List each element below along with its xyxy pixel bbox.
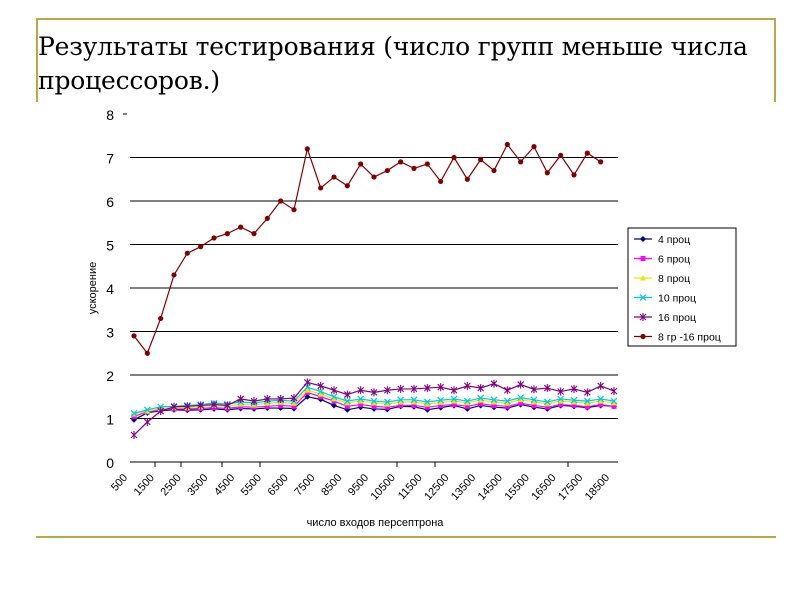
series-5-point-4 [185,251,190,256]
y-tick-label-4: 4 [106,281,114,297]
series-5-point-26 [478,157,483,162]
x-tick-label-18500: 18500 [582,471,613,503]
series-4-point-16 [344,391,350,399]
series-5-point-24 [451,155,456,160]
y-tick-label-6: 6 [106,194,114,210]
series-5 [131,142,603,356]
legend-label-3: 10 проц [658,292,696,305]
series-5-point-10 [265,216,270,221]
series-4-point-28 [504,386,510,394]
legend-label-4: 16 проц [658,312,696,324]
x-tick-label-14500: 14500 [475,471,506,503]
series-5-point-21 [411,166,416,171]
x-axis-title: число входов персептрона [306,517,444,529]
series-5-point-27 [491,168,496,173]
x-tick-label-6500: 6500 [265,471,291,499]
y-tick-label-8: 8 [106,107,114,123]
series-5-point-34 [585,151,590,156]
series-5-point-15 [331,174,336,179]
series-5-point-30 [531,144,536,149]
legend-label-1: 6 проц [658,253,691,266]
y-tick-label-1: 1 [106,411,114,428]
x-tick-label-7500: 7500 [292,471,318,499]
series-5-point-1 [145,351,150,356]
series-5-point-0 [131,333,136,338]
y-tick-label-0: 0 [106,455,114,471]
x-tick-label-2500: 2500 [158,471,184,499]
y-tick-label-2: 2 [106,368,114,384]
y-tick-label-5: 5 [106,237,114,254]
series-5-point-16 [345,183,350,188]
x-tick-label-17500: 17500 [556,471,586,503]
series-4-point-36 [611,387,617,395]
series-5-point-23 [438,179,443,184]
series-4-point-35 [598,382,604,390]
x-tick-label-1500: 1500 [131,471,158,499]
x-tick-label-4500: 4500 [212,471,238,499]
x-tick-label-3500: 3500 [185,471,211,499]
x-tick-label-11500: 11500 [395,471,425,503]
series-5-point-25 [465,177,470,182]
series-5-point-13 [305,146,310,151]
series-5-point-22 [425,161,430,166]
y-tick-label-7: 7 [106,150,114,167]
x-tick-label-5500: 5500 [238,471,265,499]
series-4-point-29 [518,381,524,389]
series-5-point-9 [251,231,256,236]
series-5-point-18 [371,174,376,179]
series-5-point-29 [518,159,523,164]
slide-title: Результаты тестирования (число групп меньше числа процессоров.) [38,32,748,95]
series-5-point-35 [598,159,603,164]
x-tick-label-8500: 8500 [319,471,345,499]
series-4-point-1 [144,418,150,426]
x-tick-label-10500: 10500 [368,471,399,503]
y-tick-label-3: 3 [106,324,114,341]
series-5-point-31 [545,170,550,175]
series-4-point-27 [491,380,497,388]
series-5-point-32 [558,153,563,158]
x-tick-label-16500: 16500 [529,471,559,503]
x-tick-label-12500: 12500 [422,471,452,503]
series-5-point-12 [291,207,296,212]
series-5-point-7 [225,231,230,236]
series-line-5 [134,144,601,353]
series-5-point-8 [238,225,243,230]
series-4-point-0 [131,431,137,439]
legend-label-2: 8 проц [658,273,691,285]
x-tick-label-13500: 13500 [448,471,479,503]
legend-marker-5 [640,334,645,339]
series-4-point-15 [331,386,337,394]
legend [628,228,736,346]
series-5-point-28 [505,142,510,147]
series-5-point-33 [571,172,576,177]
series-5-point-3 [171,272,176,277]
legend-label-5: 8 гр -16 проц [658,331,721,344]
series-5-point-5 [198,244,203,249]
legend-label-0: 4 проц [658,234,691,246]
x-tick-label-9500: 9500 [345,471,372,499]
y-axis-title: ускорение [87,261,99,315]
series-5-point-19 [385,168,390,173]
series-5-point-11 [278,198,283,203]
x-tick-label-15500: 15500 [502,471,532,503]
series-5-point-14 [318,185,323,190]
legend-marker-1 [641,256,646,261]
series-5-point-2 [158,316,163,321]
series-5-point-20 [398,159,403,164]
series-5-point-17 [358,161,363,166]
x-tick-label-500: 500 [109,471,131,494]
series-5-point-6 [211,235,216,240]
